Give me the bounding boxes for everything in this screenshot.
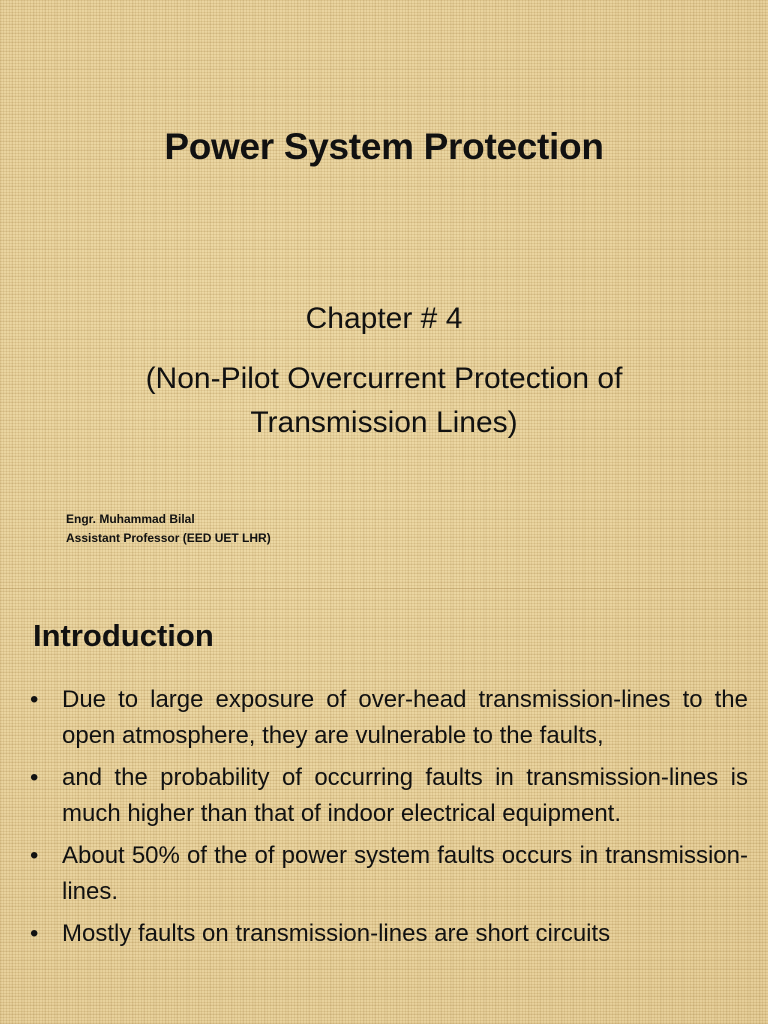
bullet-text: Due to large exposure of over-head transmission-lines to the open atmosphere, they are vulnerable to the faults,: [62, 686, 748, 749]
bullet-item: [28, 916, 748, 952]
bullet-icon: •: [30, 686, 39, 713]
chapter-number: Chapter # 4: [305, 302, 463, 335]
bullet-icon: •: [30, 764, 39, 791]
introduction-slide: [0, 588, 768, 1024]
bullet-list: [28, 682, 748, 958]
bullet-icon: •: [30, 920, 39, 947]
author-block: [66, 510, 271, 548]
bullet-text: and the probability of occurring faults in transmission-lines is much higher than that of indoor electrical equipment.: [62, 764, 748, 827]
bullet-item: [28, 838, 748, 910]
bullet-icon: •: [30, 842, 39, 869]
bullet-item: [28, 682, 748, 754]
bullet-text: About 50% of the of power system faults occurs in transmission-lines.: [62, 842, 748, 905]
chapter-topic: (Non-Pilot Overcurrent Protection of Transmission Lines): [145, 362, 623, 439]
author-title: Assistant Professor (EED UET LHR): [66, 531, 271, 545]
slide-title: Power System Protection: [164, 126, 604, 167]
author-name: Engr. Muhammad Bilal: [66, 512, 195, 526]
introduction-heading: Introduction: [33, 618, 214, 653]
bullet-item: [28, 760, 748, 832]
bullet-text: Mostly faults on transmission-lines are short circuits: [62, 920, 611, 947]
